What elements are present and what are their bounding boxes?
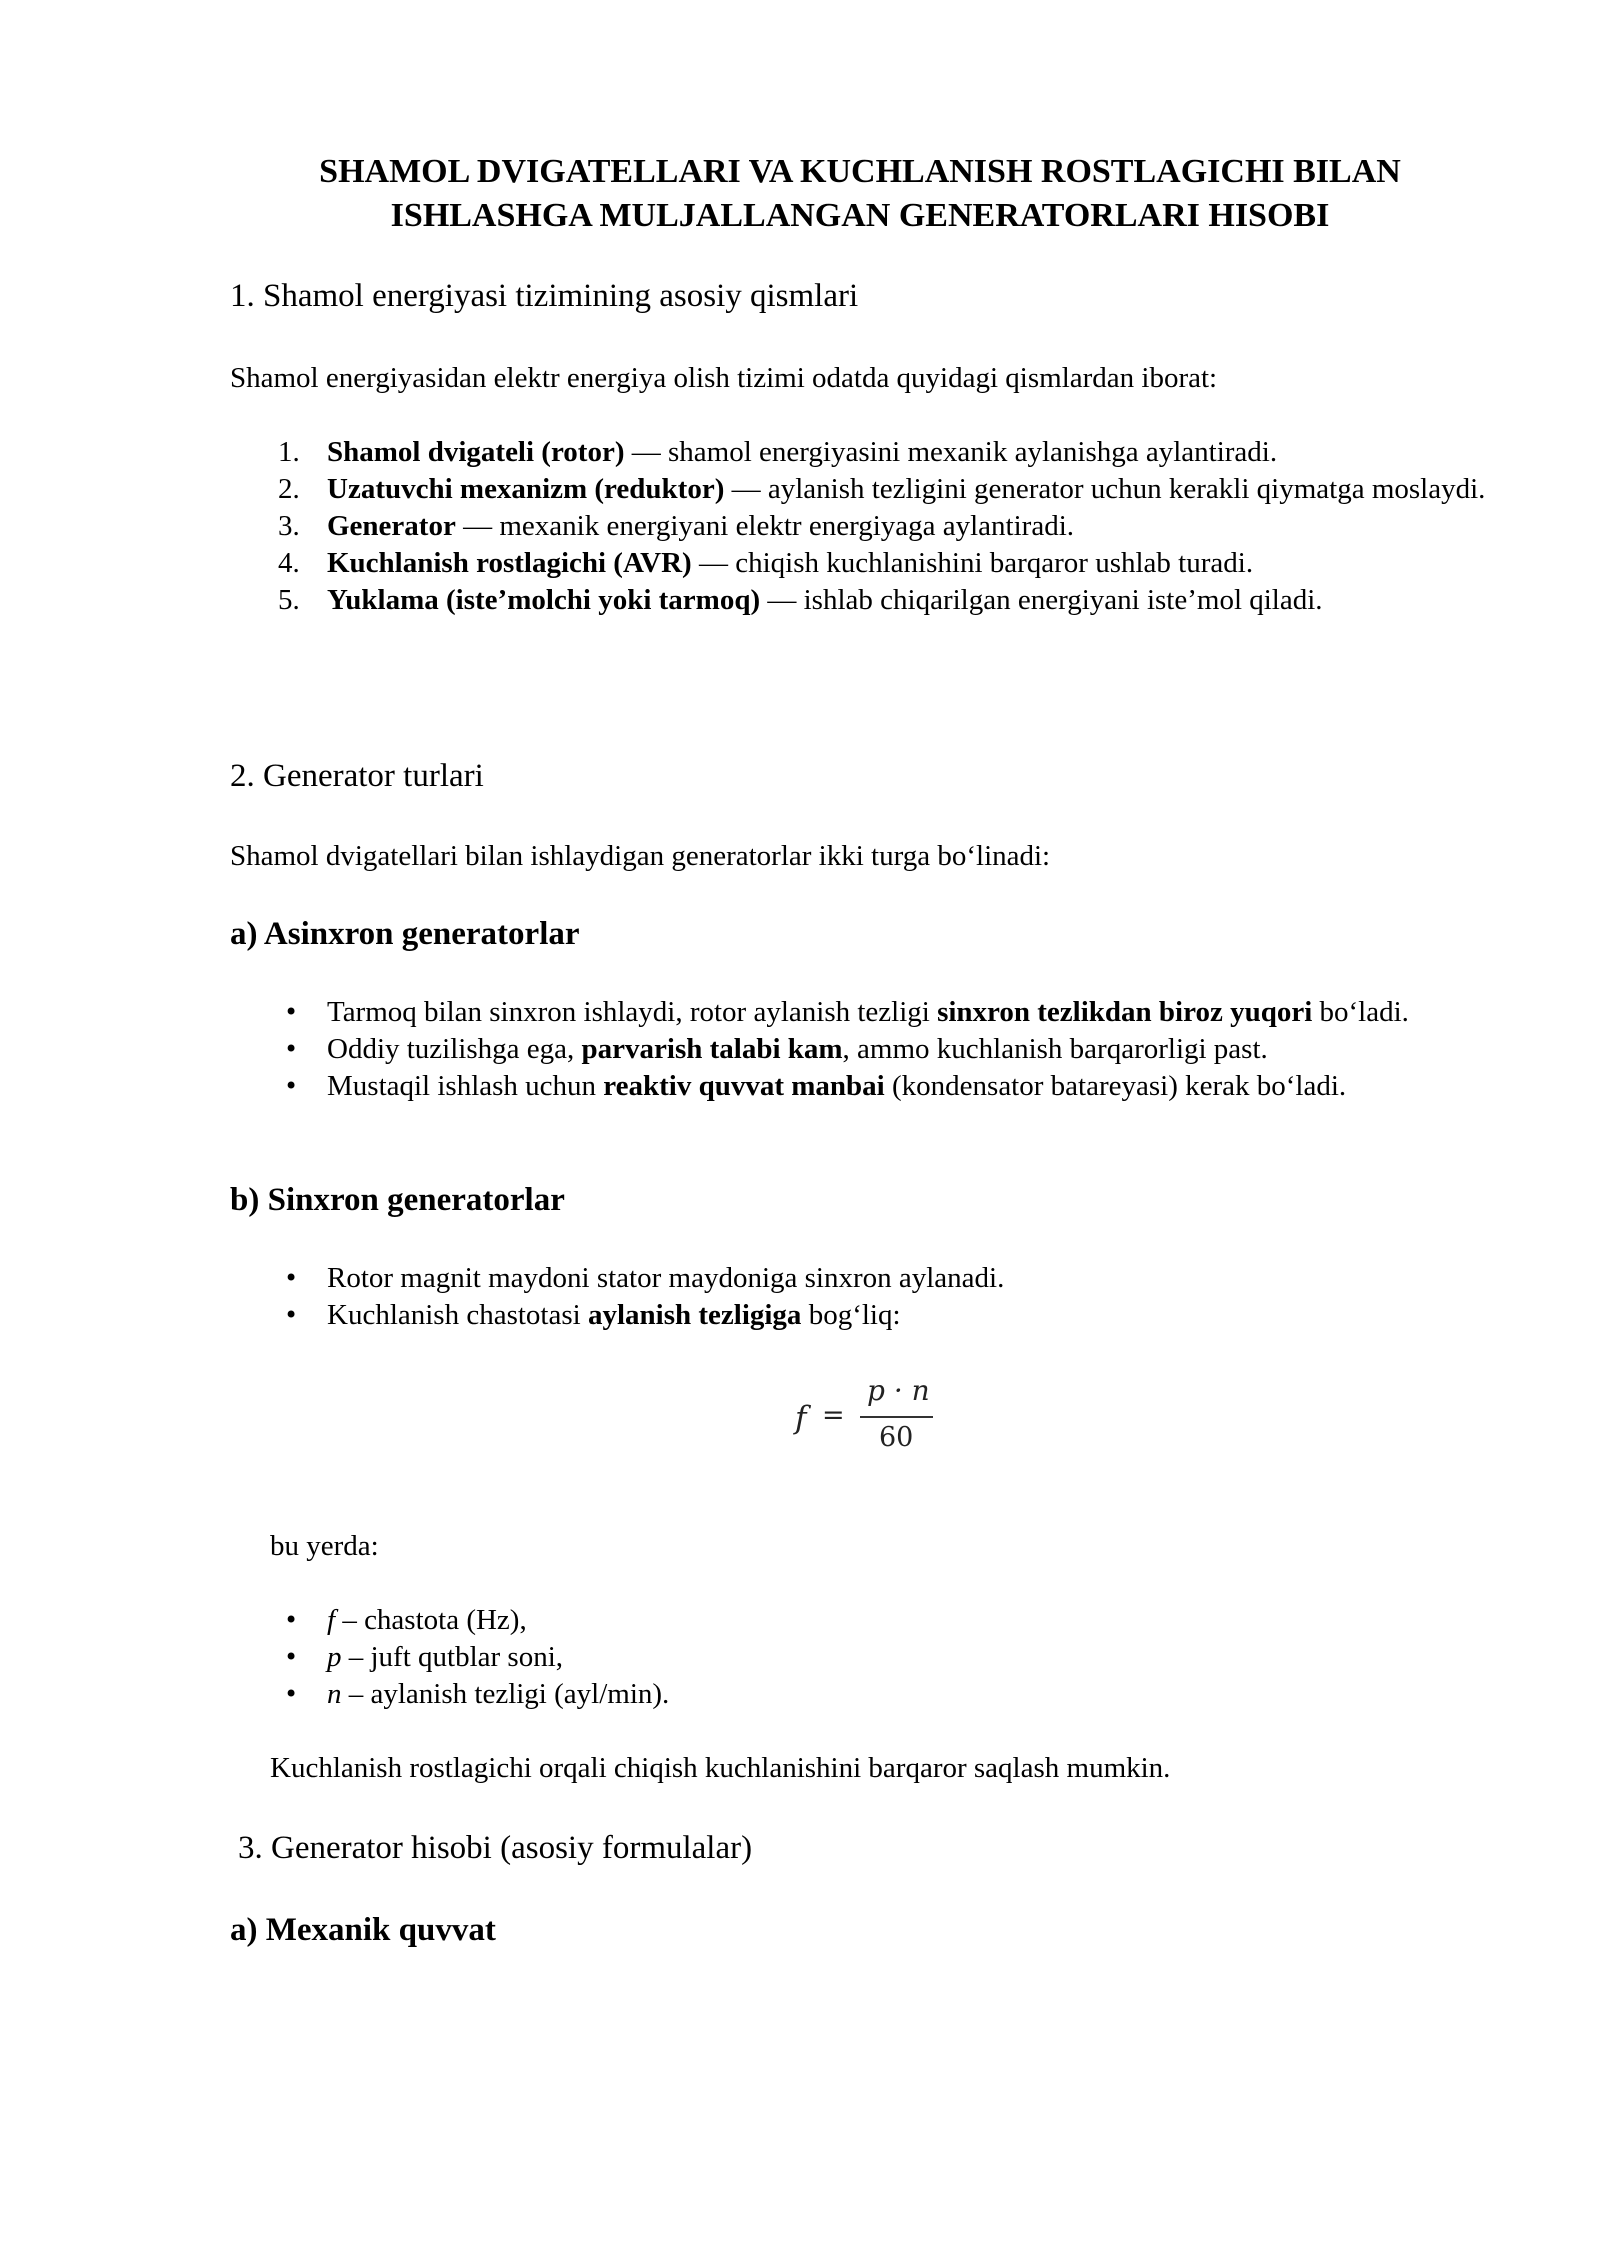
list-item-text: Tarmoq bilan sinxron ishlaydi, rotor aylanish tezligi [327, 996, 938, 1028]
asynchronous-generator-list [230, 994, 1500, 1105]
section-3-heading: 3. Generator hisobi (asosiy formulalar) [238, 1830, 753, 1866]
subsection-b-heading: b) Sinxron generatorlar [230, 1182, 565, 1218]
list-item-text: (kondensator batareyasi) kerak bo‘ladi. [884, 1070, 1347, 1102]
subsection-mechanical-power-heading: a) Mexanik quvvat [230, 1912, 496, 1948]
list-marker: 4. [278, 547, 300, 579]
list-item [230, 1260, 1500, 1297]
list-item [230, 1602, 1500, 1639]
formula-numerator: p · n [867, 1374, 930, 1407]
synchronous-generator-list [230, 1260, 1500, 1334]
bullet-icon: • [284, 998, 299, 1026]
list-item [230, 508, 1500, 545]
regulator-note: Kuchlanish rostlagichi orqali chiqish kuchlanishini barqaror saqlash mumkin. [270, 1752, 1171, 1784]
bullet-icon: • [284, 1680, 299, 1708]
section-2-intro: Shamol dvigatellari bilan ishlaydigan generatorlar ikki turga bo‘linadi: [230, 840, 1051, 872]
fraction-bar [860, 1416, 933, 1418]
formula-denominator: 60 [879, 1422, 914, 1453]
section-2-heading: 2. Generator turlari [230, 758, 484, 794]
variable-symbol: n [327, 1678, 342, 1710]
bullet-icon: • [284, 1264, 299, 1292]
bullet-icon: • [284, 1301, 299, 1329]
variable-description: – aylanish tezligi (ayl/min). [341, 1678, 670, 1710]
list-item-emphasis: parvarish talabi kam [581, 1033, 843, 1065]
bullet-icon: • [284, 1035, 299, 1063]
list-item-text: Rotor magnit maydoni stator maydoniga sinxron aylanadi. [327, 1262, 1005, 1294]
formula-variables-list [230, 1602, 1500, 1713]
section-1-intro: Shamol energiyasidan elektr energiya olish tizimi odatda quyidagi qismlardan iborat: [230, 362, 1218, 394]
variable-description: – chastota (Hz), [335, 1604, 527, 1636]
list-item-text: Oddiy tuzilishga ega, [327, 1033, 582, 1065]
list-item [230, 1297, 1500, 1334]
subsection-a-heading: a) Asinxron generatorlar [230, 916, 580, 952]
list-item-text: Kuchlanish chastotasi [327, 1299, 588, 1331]
list-item-text: bog‘liq: [801, 1299, 901, 1331]
list-item-emphasis: sinxron tezlikdan biroz yuqori [937, 996, 1313, 1028]
document-title: SHAMOL DVIGATELLARI VA KUCHLANISH ROSTLAGICHI BILAN ISHLASHGA MULJALLANGAN GENERATORLARI HISOBI [319, 153, 1401, 234]
list-item-emphasis: aylanish tezligiga [587, 1299, 802, 1331]
list-item-text: bo‘ladi. [1312, 996, 1409, 1028]
variable-description: – juft qutblar soni, [341, 1641, 564, 1673]
list-marker: 5. [278, 584, 300, 616]
formula-lhs: f [795, 1400, 807, 1436]
where-label: bu yerda: [270, 1530, 379, 1562]
list-item-text: — aylanish tezligini generator uchun kerakli qiymatga moslaydi. [724, 473, 1486, 505]
list-marker: 2. [278, 473, 300, 505]
list-item [230, 1676, 1500, 1713]
list-item [230, 545, 1500, 582]
bullet-icon: • [284, 1606, 299, 1634]
list-item [230, 1068, 1500, 1105]
formula-equals: = [822, 1400, 845, 1431]
list-item-text: — chiqish kuchlanishini barqaror ushlab turadi. [691, 547, 1254, 579]
variable-symbol: f [327, 1604, 336, 1636]
system-parts-list [230, 434, 1500, 619]
list-item-term: Yuklama (iste’molchi yoki tarmoq) [327, 584, 761, 616]
list-item [230, 994, 1500, 1031]
list-item [230, 471, 1500, 508]
variable-symbol: p [327, 1641, 342, 1673]
list-item-text: — mexanik energiyani elektr energiyaga aylantiradi. [455, 510, 1075, 542]
list-item-text: Mustaqil ishlash uchun [327, 1070, 604, 1102]
bullet-icon: • [284, 1072, 299, 1100]
list-item-term: Kuchlanish rostlagichi (AVR) [327, 547, 692, 579]
list-item [230, 434, 1500, 471]
list-item-text: — ishlab chiqarilgan energiyani iste’mol qiladi. [760, 584, 1323, 616]
list-item-emphasis: reaktiv quvvat manbai [603, 1070, 885, 1102]
list-marker: 3. [278, 510, 300, 542]
frequency-formula [795, 1374, 945, 1460]
list-marker: 1. [278, 436, 300, 468]
list-item-term: Generator [327, 510, 456, 542]
list-item [230, 582, 1500, 619]
list-item-term: Uzatuvchi mexanizm (reduktor) [327, 473, 725, 505]
bullet-icon: • [284, 1643, 299, 1671]
list-item [230, 1639, 1500, 1676]
list-item-text: — shamol energiyasini mexanik aylanishga aylantiradi. [624, 436, 1278, 468]
section-1-heading: 1. Shamol energiyasi tizimining asosiy qismlari [230, 278, 859, 314]
list-item-term: Shamol dvigateli (rotor) [327, 436, 625, 468]
list-item [230, 1031, 1500, 1068]
list-item-text: , ammo kuchlanish barqarorligi past. [842, 1033, 1268, 1065]
